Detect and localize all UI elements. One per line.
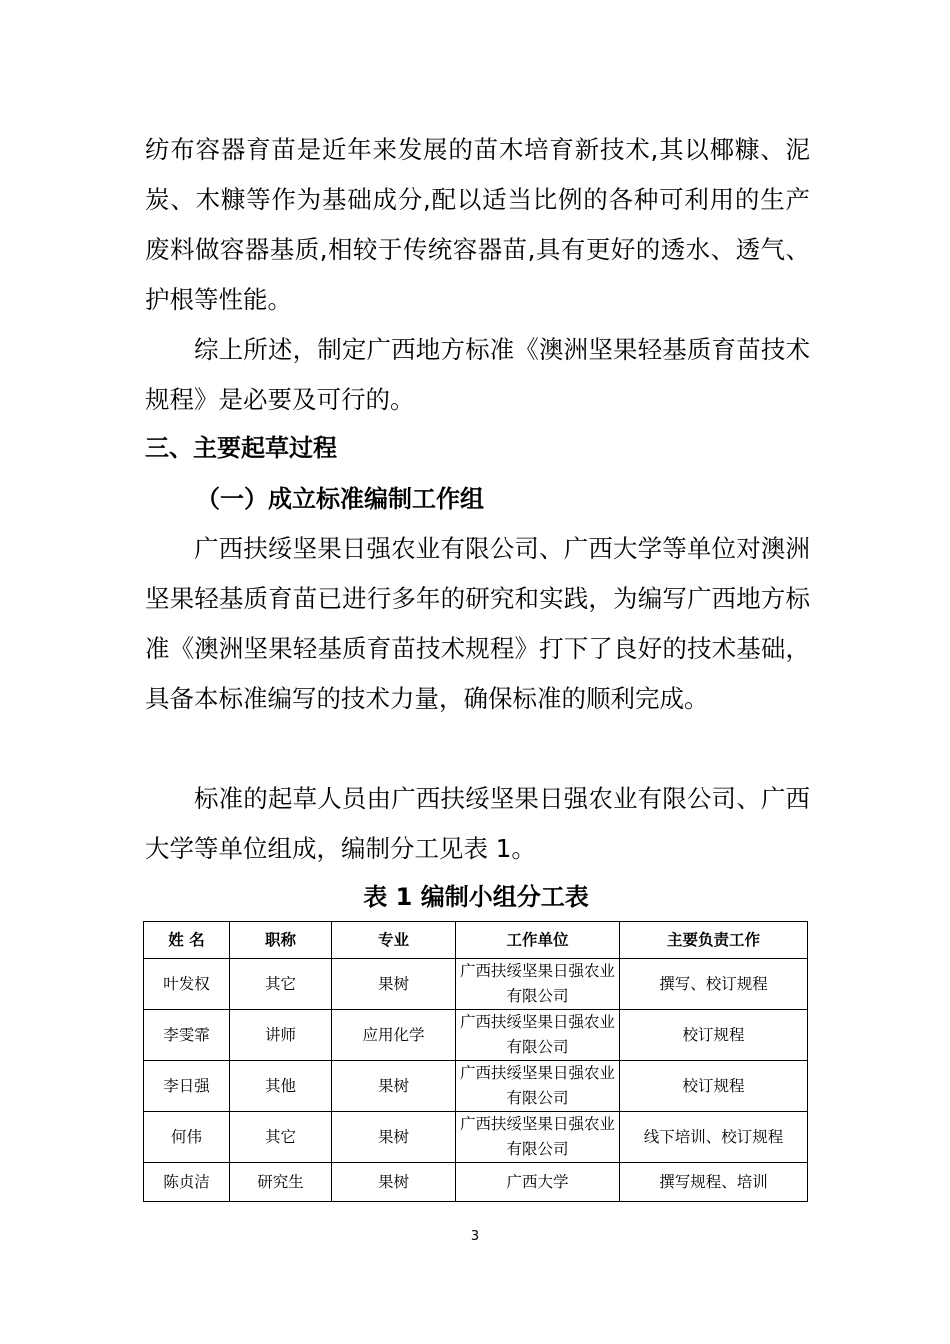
cell-major: 果树 (332, 959, 456, 1010)
cell-title: 研究生 (230, 1163, 332, 1202)
cell-employer: 广西大学 (456, 1163, 620, 1202)
paragraph-conclusion: 综上所述，制定广西地方标准《澳洲坚果轻基质育苗技术规程》是必要及可行的。 (145, 335, 810, 414)
cell-employer: 广西扶绥坚果日强农业有限公司 (456, 1061, 620, 1112)
paragraph-nonwoven-container: 纺布容器育苗是近年来发展的苗木培育新技术,其以椰糠、泥炭、木糠等作为基础成分,配以适当比例的各种可利用的生产废料做容器基质,相较于传统容器苗,具有更好的透水、透气、护根等性能。 (145, 135, 810, 314)
paragraph-working-group: 广西扶绥坚果日强农业有限公司、广西大学等单位对澳洲坚果轻基质育苗已进行多年的研究和实践，为编写广西地方标准《澳洲坚果轻基质育苗技术规程》打下了良好的技术基础，具备本标准编写的技术力量，确保标准的顺利完成。 (145, 534, 810, 713)
header-name: 姓 名 (144, 922, 230, 959)
subsection-heading: （一）成立标准编制工作组 (196, 485, 484, 513)
cell-major: 果树 (332, 1163, 456, 1202)
page-number: 3 (470, 1229, 480, 1244)
table-caption: 表 1 编制小组分工表 (363, 883, 589, 911)
cell-employer: 广西扶绥坚果日强农业有限公司 (456, 1010, 620, 1061)
cell-responsibility: 校订规程 (620, 1010, 808, 1061)
cell-responsibility: 撰写规程、培训 (620, 1163, 808, 1202)
cell-responsibility: 线下培训、校订规程 (620, 1112, 808, 1163)
cell-title: 其他 (230, 1061, 332, 1112)
cell-major: 应用化学 (332, 1010, 456, 1061)
staff-table (143, 921, 808, 1202)
header-title: 职称 (230, 922, 332, 959)
cell-employer: 广西扶绥坚果日强农业有限公司 (456, 1112, 620, 1163)
cell-responsibility: 校订规程 (620, 1061, 808, 1112)
cell-responsibility: 撰写、校订规程 (620, 959, 808, 1010)
cell-name: 陈贞洁 (144, 1163, 230, 1202)
table-header-row (144, 922, 808, 959)
cell-name: 李雯霏 (144, 1010, 230, 1061)
cell-employer: 广西扶绥坚果日强农业有限公司 (456, 959, 620, 1010)
cell-name: 李日强 (144, 1061, 230, 1112)
cell-title: 其它 (230, 959, 332, 1010)
table-row (144, 959, 808, 1010)
cell-major: 果树 (332, 1061, 456, 1112)
table-row (144, 1163, 808, 1202)
table-row (144, 1061, 808, 1112)
cell-name: 何伟 (144, 1112, 230, 1163)
header-responsibility: 主要负责工作 (620, 922, 808, 959)
section-heading: 三、主要起草过程 (145, 434, 337, 462)
table-row (144, 1112, 808, 1163)
cell-major: 果树 (332, 1112, 456, 1163)
header-major: 专业 (332, 922, 456, 959)
cell-name: 叶发权 (144, 959, 230, 1010)
cell-title: 其它 (230, 1112, 332, 1163)
cell-title: 讲师 (230, 1010, 332, 1061)
header-employer: 工作单位 (456, 922, 620, 959)
paragraph-drafters: 标准的起草人员由广西扶绥坚果日强农业有限公司、广西大学等单位组成，编制分工见表 1。 (145, 784, 810, 863)
table-row (144, 1010, 808, 1061)
